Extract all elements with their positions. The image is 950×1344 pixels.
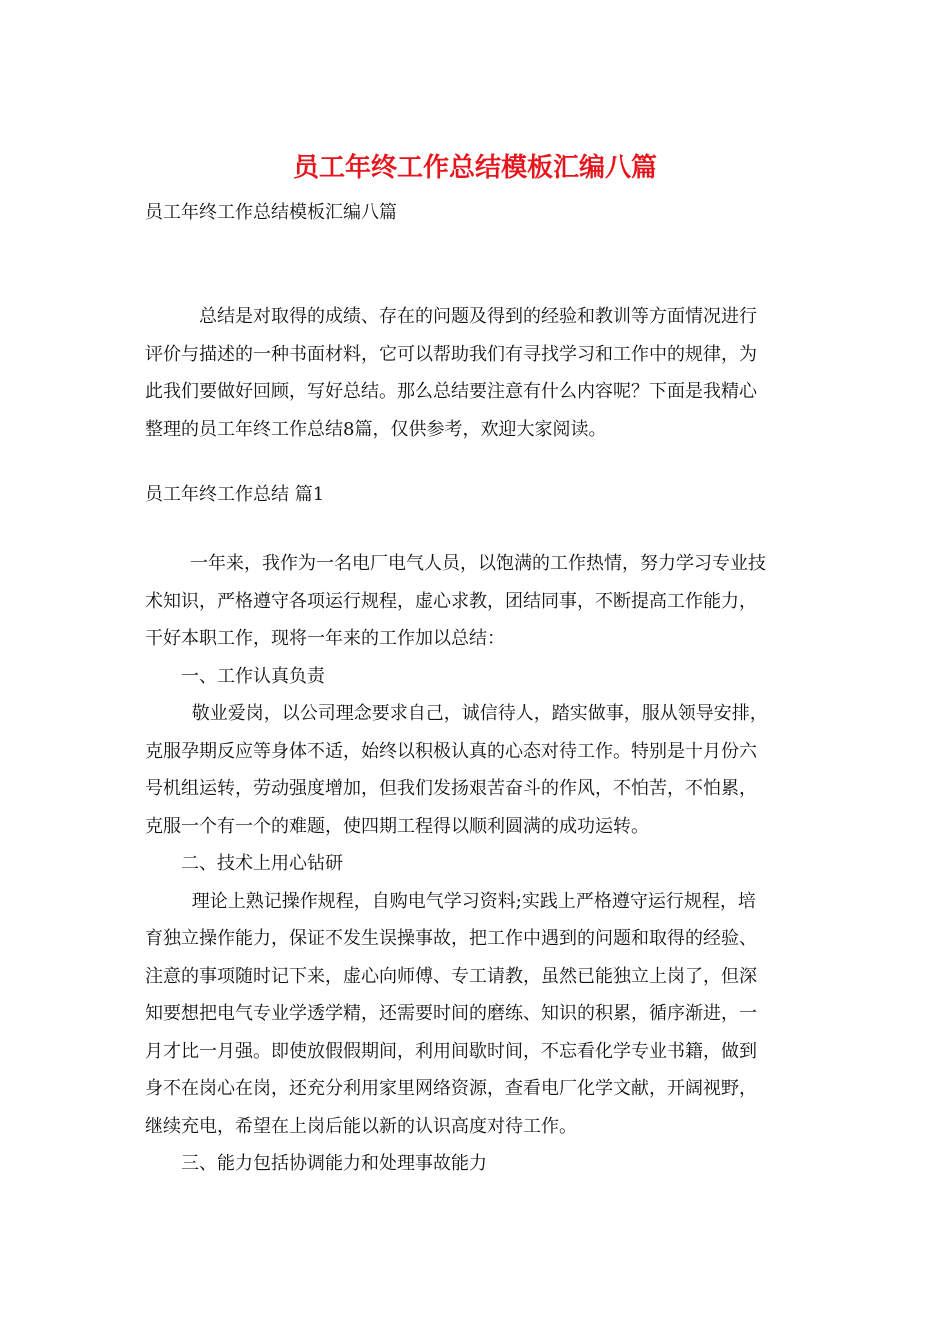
body-line: 继续充电，希望在上岗后能以新的认识高度对待工作。 — [145, 1115, 577, 1137]
subsection-heading: 三、能力包括协调能力和处理事故能力 — [181, 1153, 487, 1174]
body-line: 一年来，我作为一名电厂电气人员，以饱满的工作热情，努力学习专业技 — [190, 553, 766, 574]
intro-line: 总结是对取得的成绩、存在的问题及得到的经验和教训等方面情况进行 — [199, 306, 757, 327]
body-line: 克服孕期反应等身体不适，始终以积极认真的心态对待工作。特别是十月份六 — [145, 740, 757, 762]
intro-paragraph — [145, 298, 807, 448]
body-line: 敬业爱岗，以公司理念要求自己，诚信待人，踏实做事，服从领导安排， — [191, 703, 768, 724]
body-line: 术知识，严格遵守各项运行规程，虚心求教，团结同事，不断提高工作能力， — [145, 590, 757, 612]
document-subtitle: 员工年终工作总结模板汇编八篇 — [145, 202, 397, 223]
body-line: 号机组运转，劳动强度增加，但我们发扬艰苦奋斗的作风，不怕苦，不怕累， — [145, 778, 757, 799]
body-line: 身不在岗心在岗，还充分利用家里网络资源，查看电厂化学文献，开阔视野， — [145, 1078, 757, 1099]
section-body — [145, 545, 807, 1183]
intro-line: 评价与描述的一种书面材料，它可以帮助我们有寻找学习和工作中的规律，为 — [145, 343, 757, 365]
body-line: 月才比一月强。即使放假假期间，利用间歇时间，不忘看化学专业书籍，做到 — [145, 1040, 757, 1062]
subsection-heading: 二、技术上用心钻研 — [181, 853, 343, 874]
body-line: 注意的事项随时记下来，虚心向师傅、专工请教，虽然已能独立上岗了，但深 — [145, 965, 757, 987]
body-line: 知要想把电气专业学透学精，还需要时间的磨练、知识的积累，循序渐进，一 — [145, 1003, 757, 1024]
section-heading: 员工年终工作总结 篇1 — [145, 484, 325, 505]
body-line: 育独立操作能力，保证不发生误操事故，把工作中遇到的问题和取得的经验、 — [145, 928, 757, 949]
body-line: 理论上熟记操作规程，自购电气学习资料;实践上严格遵守运行规程，培 — [191, 890, 756, 912]
intro-line: 此我们要做好回顾，写好总结。那么总结要注意有什么内容呢？下面是我精心 — [145, 381, 757, 402]
document-title: 员工年终工作总结模板汇编八篇 — [292, 153, 657, 183]
intro-line: 整理的员工年终工作总结8篇，仅供参考，欢迎大家阅读。 — [145, 418, 607, 440]
body-line: 克服一个有一个的难题，使四期工程得以顺利圆满的成功运转。 — [145, 815, 649, 837]
subsection-heading: 一、工作认真负责 — [181, 665, 325, 687]
body-line: 干好本职工作，现将一年来的工作加以总结： — [145, 628, 505, 649]
